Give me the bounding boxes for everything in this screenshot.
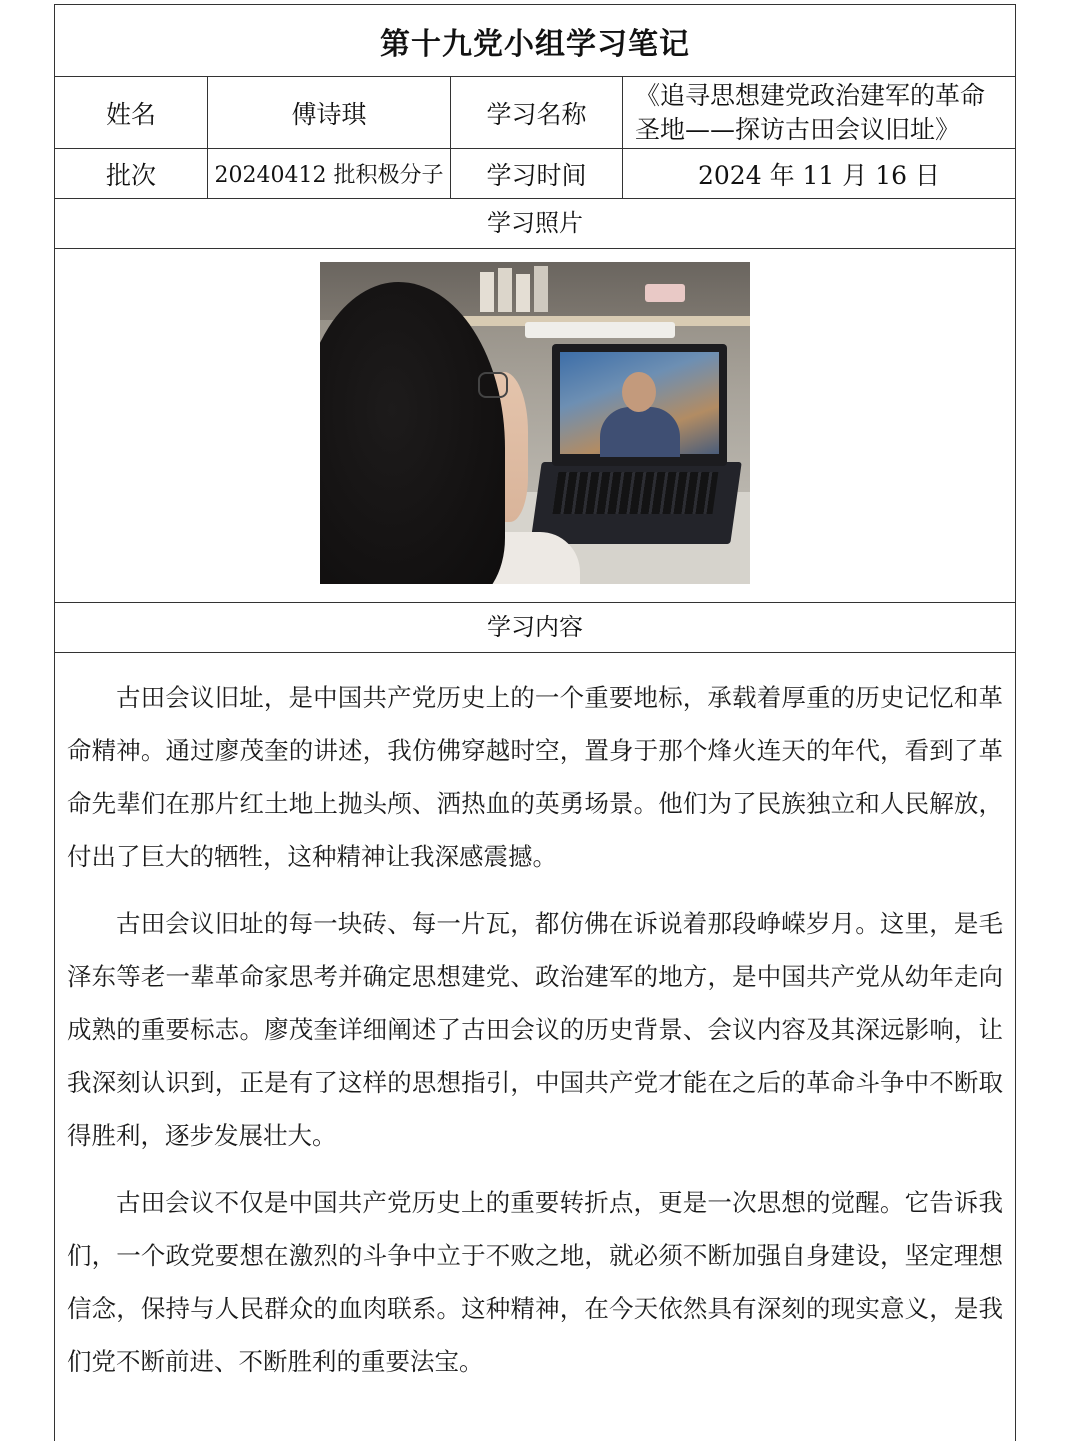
batch-value: 20240412 批积极分子 bbox=[208, 149, 451, 198]
batch-row bbox=[55, 149, 1015, 199]
speaker-head bbox=[622, 372, 656, 412]
study-content bbox=[67, 671, 1003, 1402]
name-row bbox=[55, 77, 1015, 149]
paragraph-1: 古田会议旧址，是中国共产党历史上的一个重要地标，承载着厚重的历史记忆和革命精神。通过廖茂奎的讲述，我仿佛穿越时空，置身于那个烽火连天的年代，看到了革命先辈们在那片红土地上抛头颅、洒热血的英勇场景。他们为了民族独立和人民解放，付出了巨大的牺牲，这种精神让我深感震撼。 bbox=[67, 683, 1003, 871]
study-time-value: 2024 年 11 月 16 日 bbox=[698, 160, 940, 190]
content-row bbox=[55, 653, 1015, 1442]
pink-box bbox=[645, 284, 685, 302]
batch-label: 批次 bbox=[55, 149, 208, 198]
name-label: 姓名 bbox=[55, 77, 208, 148]
study-notes-form bbox=[54, 4, 1016, 1441]
student-hair bbox=[320, 282, 505, 584]
glasses-icon bbox=[478, 372, 508, 398]
content-section-header bbox=[55, 603, 1015, 653]
study-photo bbox=[320, 262, 750, 584]
name-value-text: 傅诗琪 bbox=[291, 99, 367, 129]
content-section-label: 学习内容 bbox=[487, 613, 583, 641]
lamp bbox=[525, 322, 675, 338]
photo-section-label: 学习照片 bbox=[487, 209, 583, 237]
video-frame bbox=[560, 352, 719, 454]
title-row bbox=[55, 5, 1015, 77]
photo-section-header bbox=[55, 199, 1015, 249]
photo-row bbox=[55, 249, 1015, 603]
study-time-label: 学习时间 bbox=[451, 149, 623, 198]
speaker-body bbox=[600, 407, 680, 457]
page-title: 第十九党小组学习笔记 bbox=[380, 26, 690, 62]
name-value bbox=[208, 77, 451, 148]
study-name-label: 学习名称 bbox=[451, 77, 623, 148]
study-name-value: 《追寻思想建党政治建军的革命圣地——探访古田会议旧址》 bbox=[635, 80, 986, 144]
paragraph-3: 古田会议不仅是中国共产党历史上的重要转折点，更是一次思想的觉醒。它告诉我们，一个政党要想在激烈的斗争中立于不败之地，就必须不断加强自身建设，坚定理想信念，保持与人民群众的血肉联系。这种精神，在今天依然具有深刻的现实意义，是我们党不断前进、不断胜利的重要法宝。 bbox=[67, 1188, 1003, 1376]
laptop-screen bbox=[552, 344, 727, 466]
keyboard-keys bbox=[552, 472, 718, 514]
laptop-keyboard bbox=[530, 462, 742, 544]
paragraph-2: 古田会议旧址的每一块砖、每一片瓦，都仿佛在诉说着那段峥嵘岁月。这里，是毛泽东等老一辈革命家思考并确定思想建党、政治建军的地方，是中国共产党从幼年走向成熟的重要标志。廖茂奎详细阐述了古田会议的历史背景、会议内容及其深远影响，让我深刻认识到，正是有了这样的思想指引，中国共产党才能在之后的革命斗争中不断取得胜利，逐步发展壮大。 bbox=[67, 909, 1003, 1150]
